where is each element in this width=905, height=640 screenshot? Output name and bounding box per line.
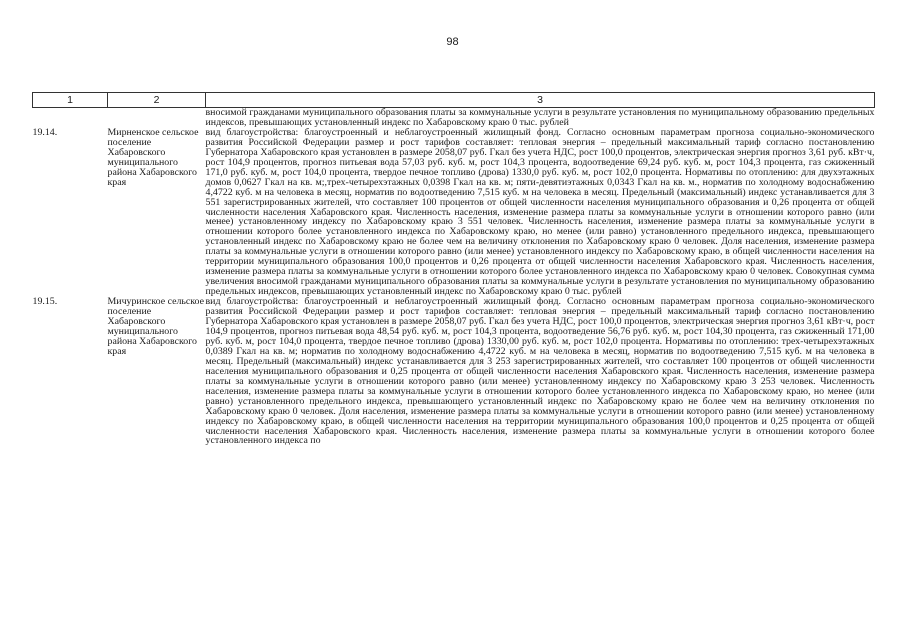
header-col-2: 2 (108, 93, 206, 108)
row-number: 19.14. (32, 126, 58, 138)
row-description: вид благоустройства: благоустроенный и неблагоустроенный жилищный фонд. Согласно основным параметрам прогноза социально-экономического развития Российской Федерации размер и рост тарифов составляет: тепловая энергия – предельный максимальный тариф согласно постановлению Губернатора Хабаровского края установлен в размере 2058,07 руб. Гкал без учета НДС, рост 100,0 процентов, электрическая энергия прогноз 3,61 кВт·ч, рост 104,9 процентов, прогноз питьевая вода 48,54 руб. куб. м, рост 104,3 процента, водоотведение 56,76 руб. куб. м, рост 104,30 процента, газ сжиженный 171,00 руб. куб. м, рост 104,0 процента, твердое печное топливо (дрова) 1330,00 руб. куб. м, рост 102,0 процента. Нормативы по отоплению: трех-четырехэтажных 0,0389 Гкал на кв. м; норматив по холодному водоснабжению 4,4722 куб. м на человека в месяц, норматив по водоотведению 7,515 куб. м на человека в месяц. Предельный (максимальный) индекс устанавливается для 3 253 зарегистрированных жителей, что составляет 100 процентов от общей численности населения муниципального образования и 0,25 процента от общей численности населения Хабаровского края. Численность населения, изменение размера платы за коммунальные услуги в отношении которого равно (или менее) установленному индексу по Хабаровскому краю 3 253 человек. Численность населения, изменение размера платы за коммунальные услуги в отношении которого более установленного индекса по Хабаровскому краю, но менее (или равно) установленного предельного индекса, превышающего установленный индекс по Хабаровскому краю не более чем на величину отклонения по Хабаровскому краю 0 человек. Доля населения, изменение размера платы за коммунальные услуги в отношении которого равно (или менее) установленному индексу по Хабаровскому краю, в общей численности населения на территории муниципального образования 100,0 процентов и 0,25 процента от общей численности населения Хабаровского края. Численность населения, изменение размера платы за коммунальные услуги в отношении которого более установленного индекса по (205, 296, 875, 447)
table-row-continuation (33, 108, 875, 128)
header-col-3: 3 (206, 93, 875, 108)
table-row (33, 297, 875, 446)
header-col-1: 1 (33, 93, 108, 108)
document-table (32, 92, 875, 446)
municipality-name: Мичуринское сельское поселение Хабаровского муниципального района Хабаровского края (107, 296, 205, 357)
cell-empty-2 (108, 108, 206, 128)
cell-empty-1 (33, 108, 108, 128)
table-header-row (33, 93, 875, 108)
municipality-name: Мирненское сельское поселение Хабаровского муниципального района Хабаровского края (107, 126, 199, 188)
page-number: 98 (446, 36, 459, 48)
table-row (33, 128, 875, 297)
row-number: 19.15. (32, 296, 58, 308)
row-description: вид благоустройства: благоустроенный и неблагоустроенный жилищный фонд. Согласно основным параметрам прогноза социально-экономического развития Российской Федерации размер и рост тарифов составляет: тепловая энергия – предельный максимальный тариф согласно постановлению Губернатора Хабаровского края установлен в размере 2058,07 руб. Гкал без учета НДС, рост 100,0 процентов, электрическая энергия прогноз 3,61 руб. кВт·ч, рост 104,9 процентов, прогноз питьевая вода 57,03 руб. куб. м, рост 104,3 процента, водоотведение 69,24 руб. куб. м, рост 104,3 процента, газ сжиженный 171,0 руб. куб. м, рост 104,0 процента, твердое печное топливо (дрова) 1330,0 руб. куб. м, рост 102,0 процента. Нормативы по отоплению: для двухэтажных домов 0,0627 Гкал на кв. м;,трех-четырехэтажных 0,0398 Гкал на кв. м; пяти-девятиэтажных 0,0343 Гкал на кв. м., норматив по холодному водоснабжению 4,4722 куб. м на человека в месяц, норматив по водоотведению 7,515 куб. м на человека в месяц. Предельный (максимальный) индекс устанавливается для 3 551 зарегистрированных жителей, что составляет 100 процентов от общей численности населения муниципального образования и 0,26 процента от общей численности населения Хабаровского края. Численность населения, изменение размера платы за коммунальные услуги в отношении которого равно (или менее) установленному индексу по Хабаровскому краю 3 551 человек. Численность населения, изменение размера платы за коммунальные услуги в отношении которого более установленного индекса по Хабаровскому краю, но менее (или равно) установленного предельного индекса, превышающего установленный индекс по Хабаровскому краю не более чем на величину отклонения по Хабаровскому краю 0 человек. Доля населения, изменение размера платы за коммунальные услуги в отношении которого равно (или менее) установленного индексу по Хабаровскому краю, в общей численности населения на территории муниципального образования 100,0 процентов и 0,26 процента от общей численности населения Хабаровского края. Численность населения, изменение размера платы за коммунальные услуги в отношении которого более установленного индекса по Хабаровскому краю 0 человек. Совокупная сумма увеличения вносимой гражданами муниципального образования платы за коммунальные услуги в результате установления по муниципальному образованию предельных индексов, превышающих установленный индекс по Хабаровскому краю 0 тыс. рублей (205, 126, 875, 298)
continuation-text: вносимой гражданами муниципального образования платы за коммунальные услуги в результате установления по муниципальному образованию предельных индексов, превышающих установленный индекс по Хабаровскому краю 0 тыс. рублей (205, 107, 875, 128)
